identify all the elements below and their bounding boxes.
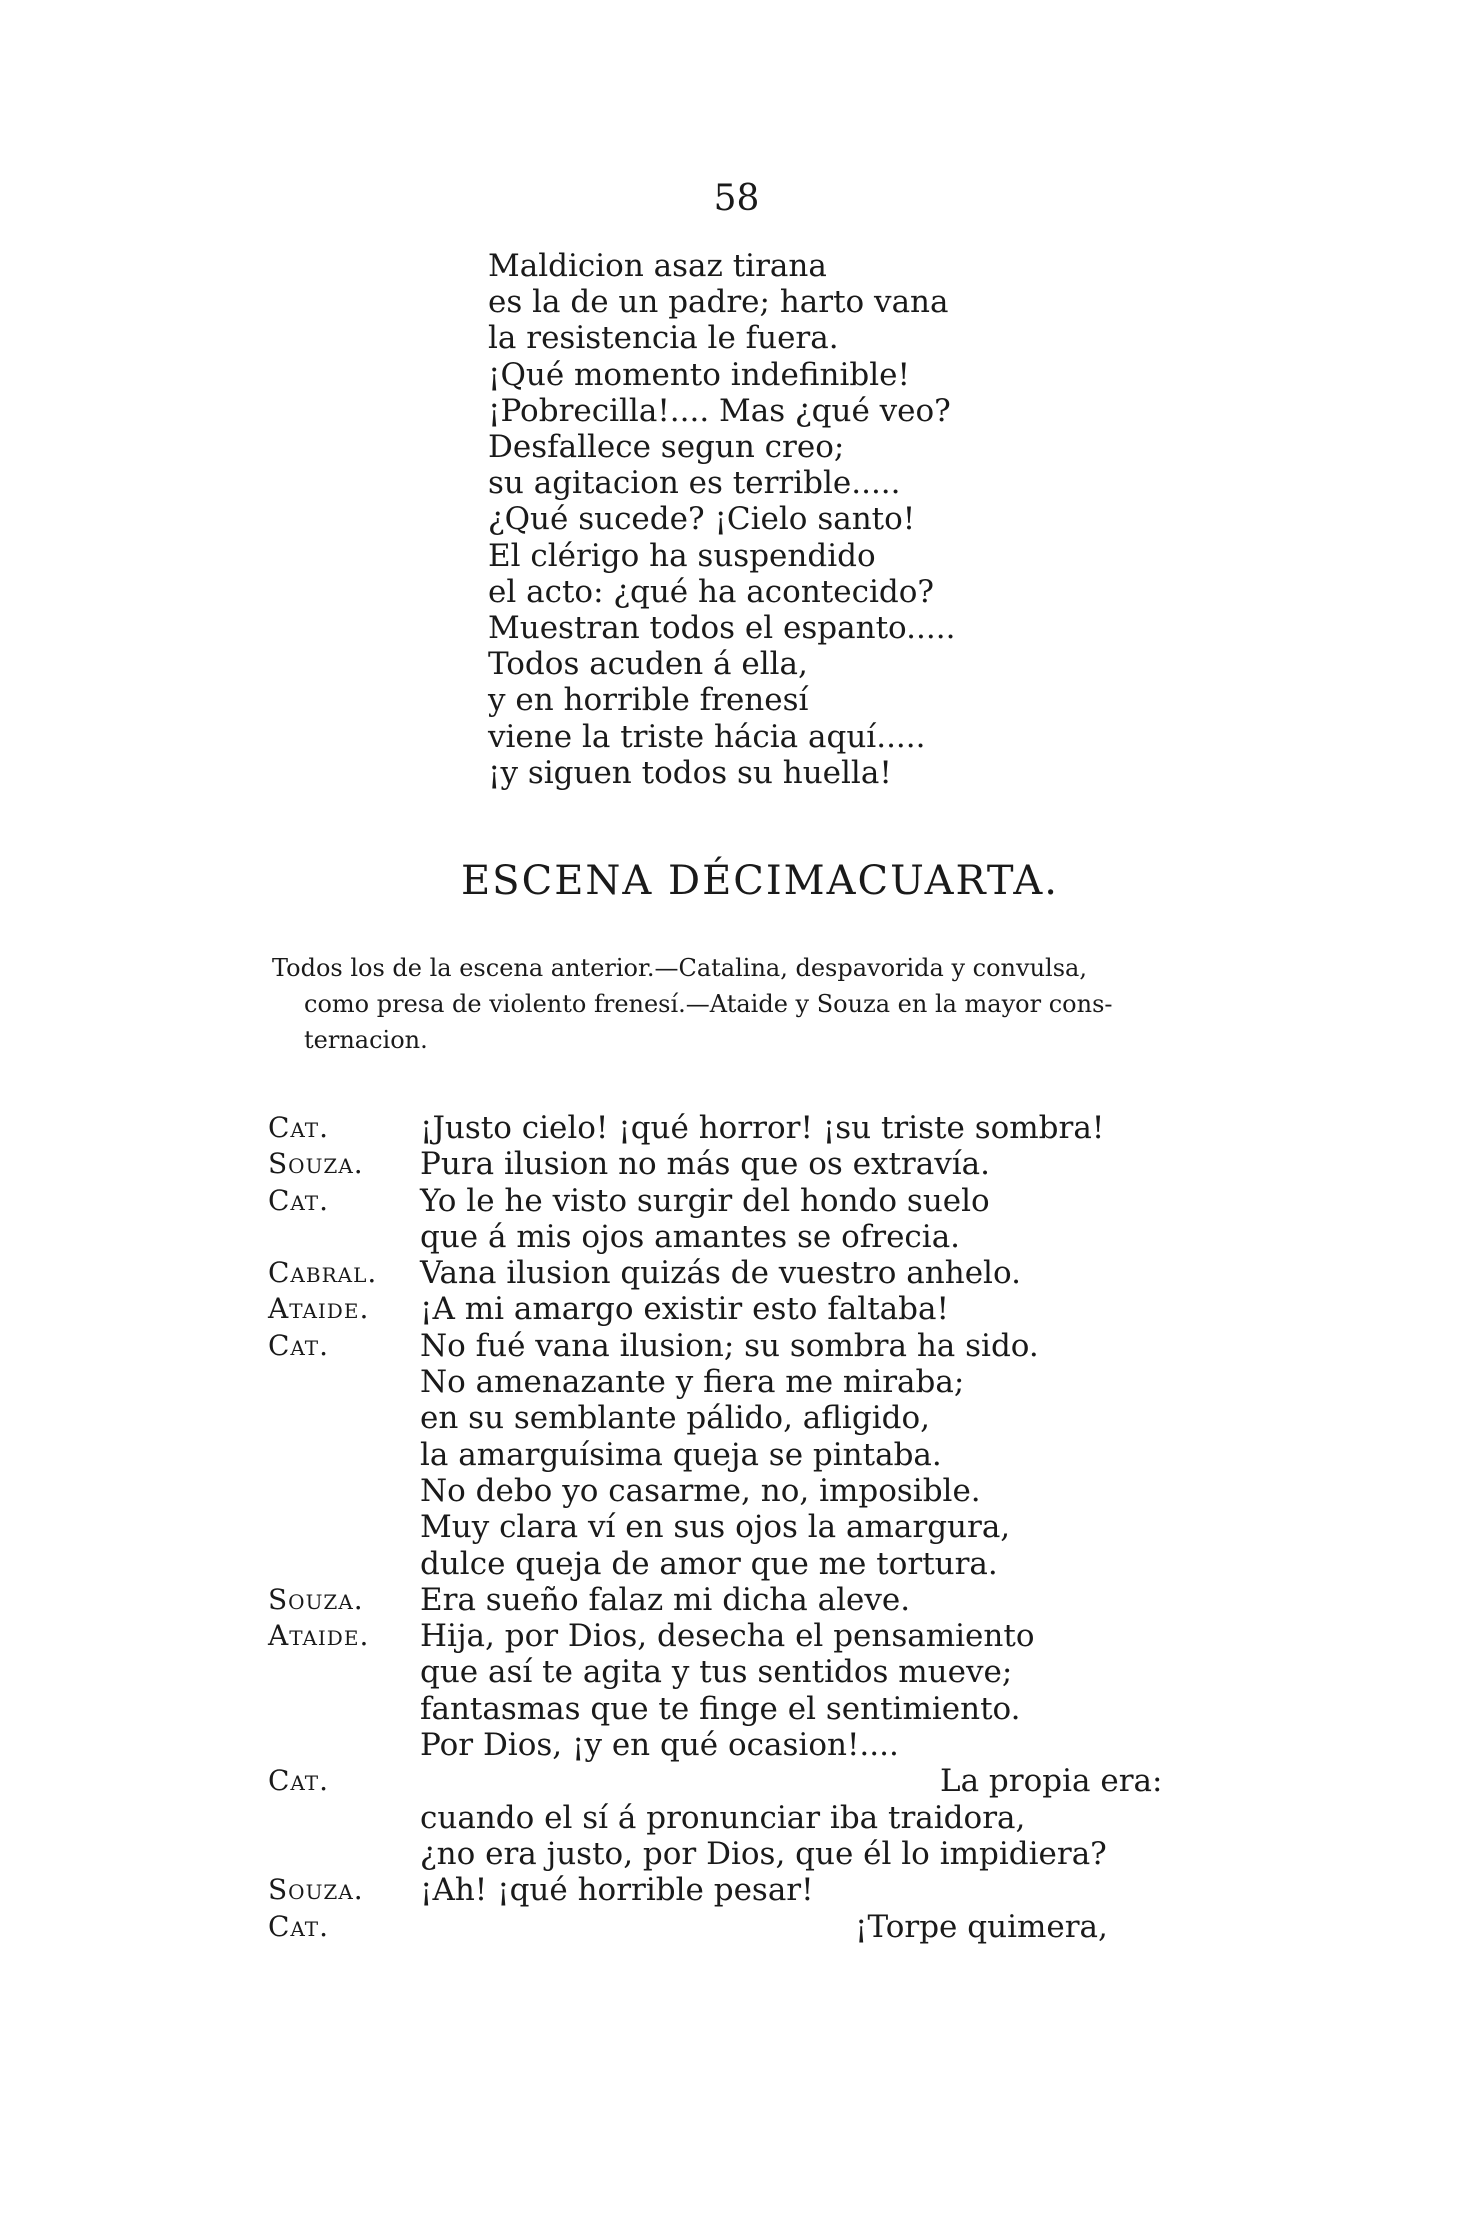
dialogue-line [268, 1509, 1268, 1545]
dialogue-line [268, 1146, 1268, 1182]
dialogue-block [268, 1110, 1268, 1945]
dialogue-line [268, 1364, 1268, 1400]
speech-text: Muy clara ví en sus ojos la amargura, [420, 1509, 1011, 1546]
dialogue-line [268, 1291, 1268, 1327]
dialogue-line [268, 1328, 1268, 1364]
verse-line: el acto: ¿qué ha acontecido? [488, 573, 934, 610]
dialogue-line [268, 1400, 1268, 1436]
verse-line: Muestran todos el espanto..... [488, 610, 956, 647]
verse-line: y en horrible frenesí [488, 682, 809, 719]
speech-text: No fué vana ilusion; su sombra ha sido. [420, 1327, 1039, 1364]
dialogue-line [268, 1872, 1268, 1908]
dialogue-line [268, 1800, 1268, 1836]
verse-block [488, 248, 1048, 791]
speech-text: Era sueño falaz mi dicha aleve. [420, 1581, 911, 1618]
speaker-name: Cat. [268, 1909, 330, 1943]
speaker-name: Cat. [268, 1111, 330, 1144]
dialogue-line [268, 1219, 1268, 1255]
speech-text: que á mis ojos amantes se ofrecia. [420, 1218, 961, 1255]
speaker-name: Souza. [268, 1582, 364, 1616]
verse-line: Todos acuden á ella, [488, 646, 808, 683]
speaker-name [268, 1400, 420, 1436]
speech-text: que así te agita y tus sentidos mueve; [420, 1654, 1013, 1691]
speaker-name [268, 1509, 420, 1545]
stage-direction-line: como presa de violento frenesí.—Ataide y Souza en la mayor cons- [304, 990, 1113, 1018]
speaker-name: Souza. [268, 1147, 364, 1181]
speaker-name: Ataide. [268, 1292, 370, 1326]
speech-text: ¡A mi amargo existir esto faltaba! [420, 1291, 949, 1328]
speech-text: Yo le he visto surgir del hondo suelo [420, 1182, 990, 1219]
verse-line: ¿Qué sucede? ¡Cielo santo! [488, 501, 916, 538]
speaker-name [268, 1437, 420, 1473]
verse-line: ¡Pobrecilla!.... Mas ¿qué veo? [488, 392, 951, 429]
dialogue-line [268, 1437, 1268, 1473]
dialogue-line [268, 1909, 1268, 1945]
speaker-name [268, 1473, 420, 1509]
stage-direction [272, 950, 1247, 1058]
verse-line: ¡Qué momento indefinible! [488, 356, 910, 393]
speech-text: Vana ilusion quizás de vuestro anhelo. [420, 1255, 1021, 1292]
dialogue-line [268, 1691, 1268, 1727]
speech-text: fantasmas que te finge el sentimiento. [420, 1690, 1021, 1727]
dialogue-line [268, 1618, 1268, 1654]
verse-line: es la de un padre; harto vana [488, 284, 949, 321]
dialogue-line [268, 1727, 1268, 1763]
verse-line: Desfallece segun creo; [488, 429, 845, 466]
dialogue-line [268, 1546, 1268, 1582]
speech-text: No debo yo casarme, no, imposible. [420, 1472, 981, 1509]
speech-text: Por Dios, ¡y en qué ocasion!.... [420, 1727, 899, 1764]
speaker-name: Ataide. [268, 1619, 370, 1653]
speech-text: ¡Torpe quimera, [855, 1908, 1108, 1945]
verse-line: Maldicion asaz tirana [488, 248, 827, 284]
speaker-name: Cat. [268, 1764, 330, 1798]
speaker-name [268, 1364, 420, 1400]
dialogue-line [268, 1763, 1268, 1799]
speech-text: en su semblante pálido, afligido, [420, 1400, 930, 1437]
verse-line: El clérigo ha suspendido [488, 537, 876, 574]
verse-line: ¡y siguen todos su huella! [488, 754, 892, 791]
speaker-name [268, 1691, 420, 1727]
dialogue-line [268, 1255, 1268, 1291]
speaker-name: Cat. [268, 1328, 330, 1362]
speech-text: dulce queja de amor que me tortura. [420, 1545, 998, 1582]
dialogue-line [268, 1473, 1268, 1509]
dialogue-line [268, 1654, 1268, 1690]
dialogue-line [268, 1183, 1268, 1219]
speech-text: La propia era: [940, 1763, 1163, 1800]
speech-text: No amenazante y fiera me miraba; [420, 1364, 965, 1401]
speech-text: cuando el sí á pronunciar iba traidora, [420, 1799, 1026, 1836]
verse-line: su agitacion es terrible..... [488, 465, 901, 502]
speaker-name [268, 1727, 420, 1763]
dialogue-line [268, 1836, 1268, 1872]
speech-text: Pura ilusion no más que os extravía. [420, 1146, 990, 1183]
speaker-name [268, 1800, 420, 1836]
stage-direction-line: Todos los de la escena anterior.—Catalina, despavorida y convulsa, [272, 954, 1087, 982]
speaker-name [268, 1546, 420, 1582]
verse-line: viene la triste hácia aquí..... [488, 718, 926, 755]
dialogue-line [268, 1110, 1268, 1146]
speaker-name [268, 1836, 420, 1872]
verse-line: la resistencia le fuera. [488, 320, 839, 357]
speaker-name [268, 1654, 420, 1690]
speaker-name: Cabral. [268, 1256, 378, 1290]
stage-direction-line: ternacion. [304, 1026, 428, 1054]
speech-text: la amarguísima queja se pintaba. [420, 1436, 942, 1473]
speech-text: Hija, por Dios, desecha el pensamiento [420, 1618, 1035, 1655]
dialogue-line [268, 1582, 1268, 1618]
page-number: 58 [713, 178, 760, 219]
scene-title: ESCENA DÉCIMACUARTA. [460, 858, 1059, 904]
speech-text: ¡Ah! ¡qué horrible pesar! [420, 1872, 814, 1909]
speaker-name: Cat. [268, 1183, 330, 1217]
speaker-name [268, 1219, 420, 1255]
speech-text: ¡Justo cielo! ¡qué horror! ¡su triste sombra! [420, 1110, 1105, 1146]
speaker-name: Souza. [268, 1873, 364, 1907]
speech-text: ¿no era justo, por Dios, que él lo impidiera? [420, 1835, 1107, 1872]
